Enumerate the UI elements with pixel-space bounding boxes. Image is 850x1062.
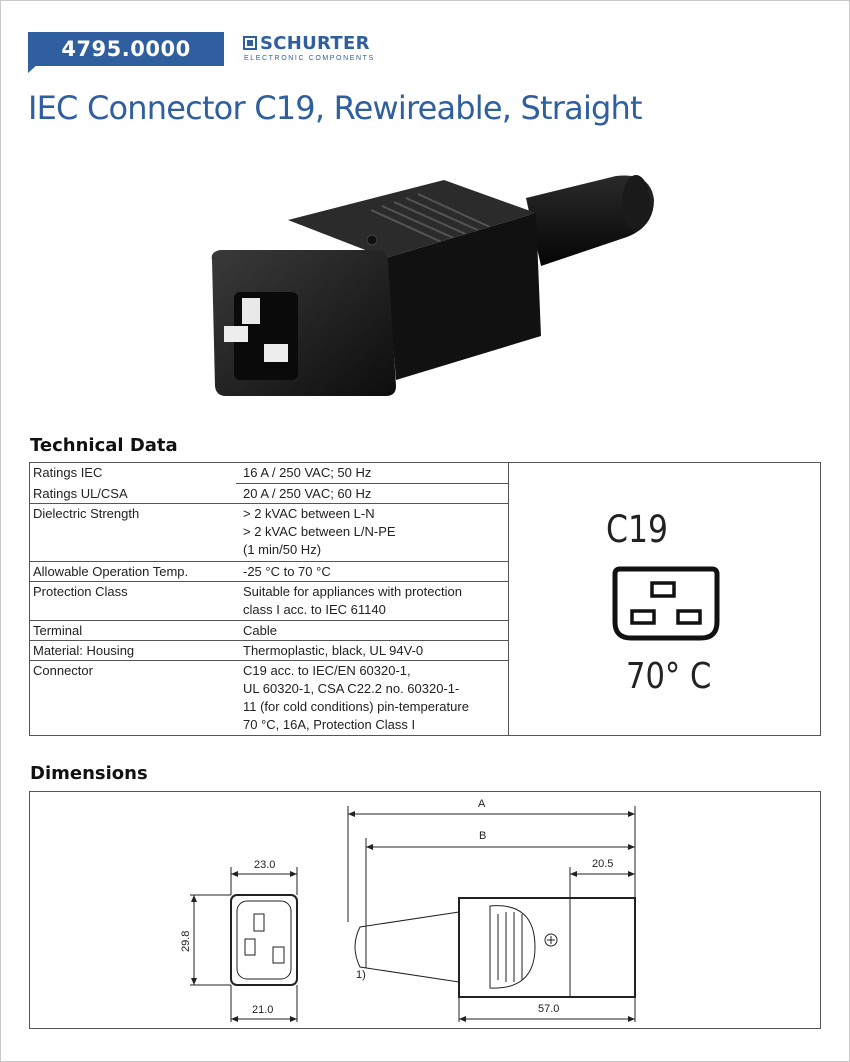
row-value (243, 662, 505, 734)
row-value (243, 583, 505, 619)
value-line: > 2 kVAC between L/N-PE (243, 524, 396, 539)
logo-name: SCHURTER (260, 33, 370, 54)
table-row (30, 562, 508, 582)
row-value: 16 A / 250 VAC; 50 Hz (243, 465, 372, 480)
table-row (30, 504, 508, 562)
value-line: 70 °C, 16A, Protection Class I (243, 717, 416, 732)
table-row (30, 661, 508, 735)
dim-side-right: 20.5 (592, 858, 614, 870)
c19-socket-icon (612, 566, 720, 642)
row-label: Protection Class (33, 584, 128, 599)
row-label: Ratings IEC (33, 465, 103, 480)
product-photo (196, 158, 676, 408)
dimensions-drawing (29, 791, 821, 1029)
banner-tab (28, 64, 38, 73)
row-value: -25 °C to 70 °C (243, 564, 331, 579)
table-row (30, 582, 508, 621)
product-title: IEC Connector C19, Rewireable, Straight (28, 89, 642, 127)
row-value: Thermoplastic, black, UL 94V-0 (243, 643, 424, 658)
value-line: UL 60320-1, CSA C22.2 no. 60320-1- (243, 681, 460, 696)
technical-data-heading: Technical Data (30, 435, 178, 456)
dimensions-heading: Dimensions (30, 763, 148, 784)
row-value (243, 505, 505, 559)
row-label: Ratings UL/CSA (33, 486, 128, 501)
table-row (30, 463, 508, 484)
row-label: Material: Housing (33, 643, 135, 658)
part-number-banner (28, 32, 224, 66)
table-row (30, 641, 508, 661)
dim-side-b: B (479, 830, 487, 842)
logo-mark-icon (243, 36, 257, 50)
row-label: Connector (33, 663, 93, 678)
table-row (30, 621, 508, 641)
c19-temperature: 70° C (626, 656, 712, 697)
value-line: 11 (for cold conditions) pin-temperature (243, 699, 469, 714)
logo-subtitle: ELECTRONIC COMPONENTS (244, 55, 375, 62)
dim-front-width-top: 23.0 (254, 859, 276, 871)
table-row (30, 484, 508, 504)
dim-front-width-bottom: 21.0 (252, 1004, 274, 1016)
value-line: class I acc. to IEC 61140 (243, 602, 386, 617)
dim-side-a: A (478, 798, 486, 810)
dim-side-bottom: 57.0 (538, 1003, 560, 1015)
c19-symbol-label: C19 (606, 508, 668, 551)
row-value: 20 A / 250 VAC; 60 Hz (243, 486, 372, 501)
dim-side-note: 1) (356, 969, 366, 981)
value-line: C19 acc. to IEC/EN 60320-1, (243, 663, 411, 678)
value-line: Suitable for appliances with protection (243, 584, 462, 599)
row-label: Dielectric Strength (33, 506, 140, 521)
row-label: Allowable Operation Temp. (33, 564, 189, 579)
value-line: (1 min/50 Hz) (243, 542, 322, 557)
value-line: > 2 kVAC between L-N (243, 506, 375, 521)
dim-front-height: 29.8 (180, 930, 192, 952)
row-value: Cable (243, 623, 277, 638)
row-label: Terminal (33, 623, 83, 638)
part-number: 4795.0000 (61, 37, 191, 61)
table-divider (508, 463, 509, 735)
